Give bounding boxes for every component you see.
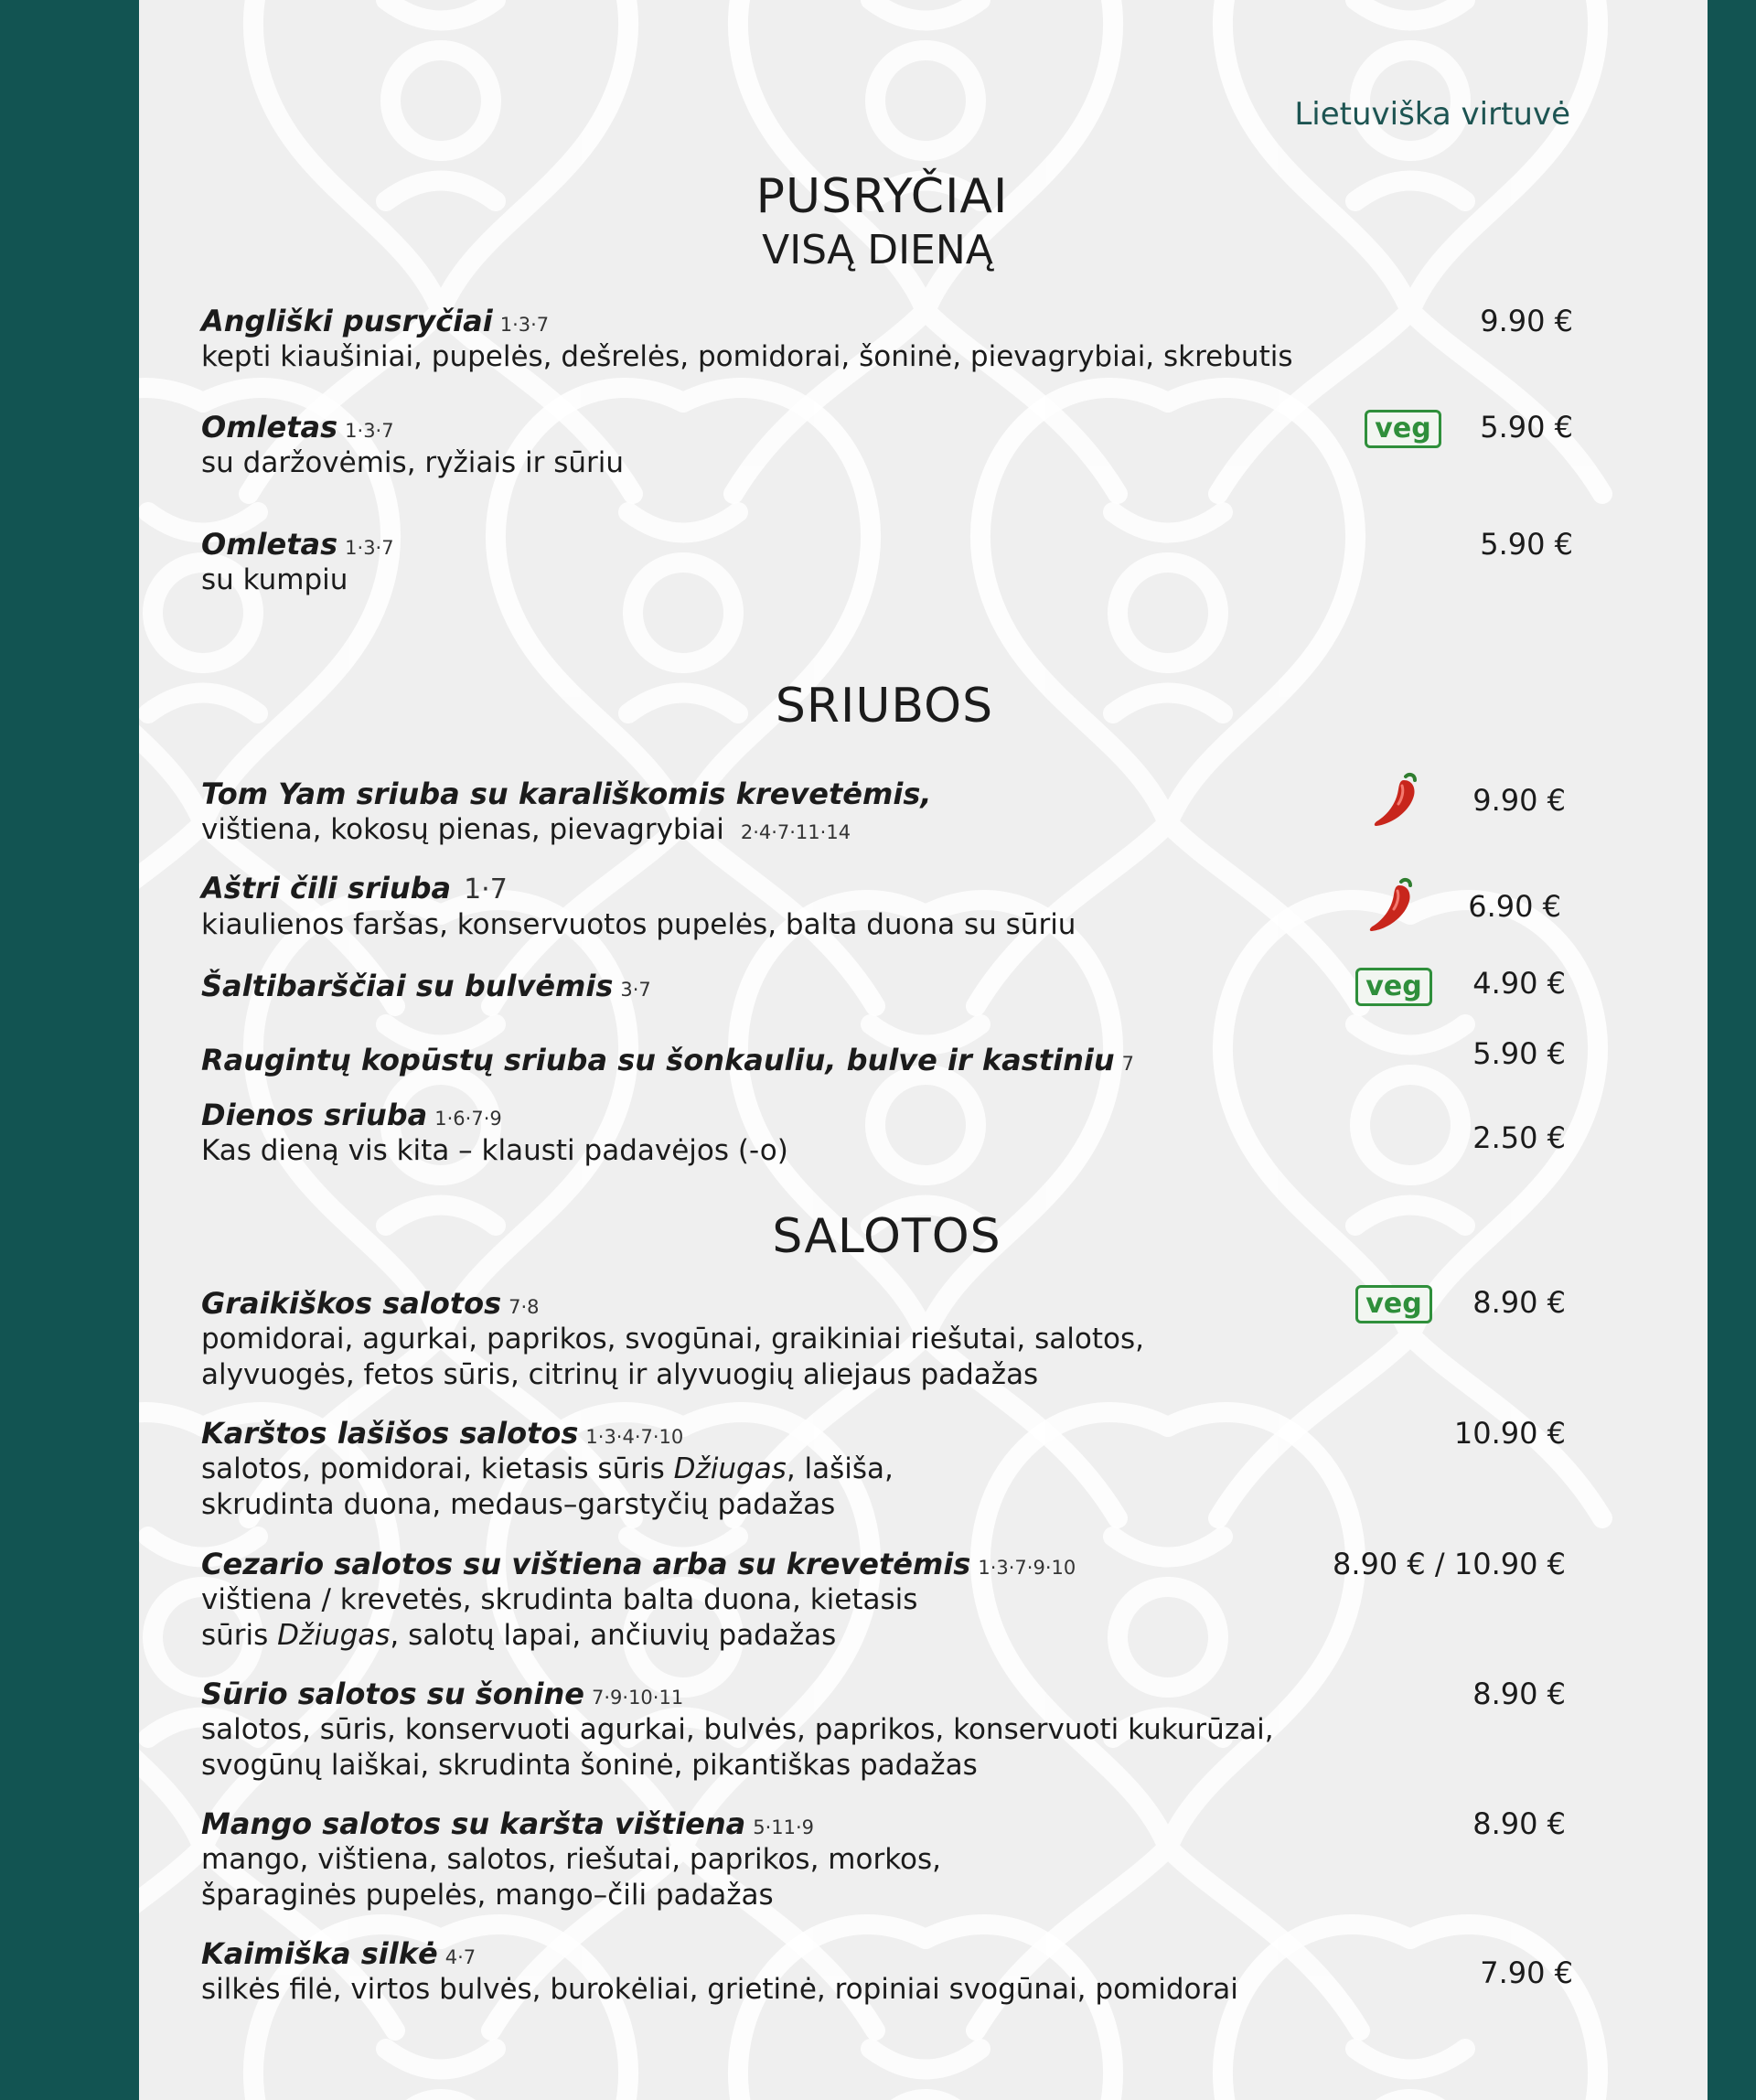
allergen-codes: 1·6·7·9 <box>434 1108 502 1130</box>
menu-item-name <box>201 304 549 338</box>
section-title-salads: SALOTOS <box>772 1209 1001 1264</box>
allergen-codes: 1·3·7 <box>499 314 550 336</box>
allergen-codes: 1·7 <box>464 873 508 905</box>
menu-item-name <box>201 1936 476 1971</box>
menu-item-name <box>201 1043 1134 1077</box>
item-name: Mango salotos su karšta vištiena <box>201 1806 746 1841</box>
item-price: 8.90 € <box>1472 1285 1566 1320</box>
item-price: 5.90 € <box>1480 410 1573 445</box>
section-title-breakfast: PUSRYČIAI <box>755 169 1009 224</box>
brand-title: Lietuviška virtuvė <box>1294 96 1570 133</box>
menu-page <box>139 0 1708 2100</box>
allergen-codes: 4·7 <box>444 1946 476 1968</box>
item-description: vištiena, kokosų pienas, pievagrybiai 2·4·7·11·14 <box>201 813 851 846</box>
item-name: Šaltibarščiai su bulvėmis <box>201 969 614 1003</box>
item-description: mango, vištiena, salotos, riešutai, paprikos, morkos, <box>201 1843 942 1876</box>
menu-item-name <box>201 969 651 1003</box>
menu-item-name <box>201 1416 683 1451</box>
menu-item-name <box>201 1547 1076 1581</box>
item-description: Kas dieną vis kita – klausti padavėjos (-o) <box>201 1134 788 1167</box>
allergen-codes: 1·3·7 <box>345 537 394 559</box>
allergen-codes: 5·11·9 <box>753 1816 815 1838</box>
item-description: sūris Džiugas, salotų lapai, ančiuvių padažas <box>201 1619 837 1652</box>
allergen-codes: 7·8 <box>509 1296 540 1318</box>
item-description: su kumpiu <box>201 563 348 596</box>
allergen-codes: 2·4·7·11·14 <box>740 821 851 843</box>
item-price: 6.90 € <box>1468 889 1561 924</box>
damask-motif <box>733 1924 1118 2100</box>
menu-item-name <box>201 527 394 562</box>
item-description: pomidorai, agurkai, paprikos, svogūnai, graikiniai riešutai, salotos, <box>201 1323 1144 1355</box>
vegetarian-badge: veg <box>1365 410 1441 448</box>
spicy-chili-icon <box>1365 876 1419 935</box>
item-description: kiaulienos faršas, konservuotos pupelės, balta duona su sūriu <box>201 908 1076 941</box>
allergen-codes: 1·3·4·7·10 <box>585 1426 684 1448</box>
vegetarian-badge: veg <box>1355 1285 1432 1323</box>
item-description: šparaginės pupelės, mango–čili padažas <box>201 1879 774 1912</box>
item-price: 2.50 € <box>1472 1120 1566 1155</box>
item-description: skrudinta duona, medaus–garstyčių padažas <box>201 1488 836 1521</box>
item-price: 4.90 € <box>1472 966 1566 1001</box>
vegetarian-badge: veg <box>1355 968 1432 1006</box>
item-price: 7.90 € <box>1480 1955 1573 1990</box>
item-name: Tom Yam sriuba su karališkomis krevetėmis <box>201 777 921 811</box>
item-price: 10.90 € <box>1453 1416 1566 1451</box>
item-name: Kaimiška silkė <box>201 1936 438 1971</box>
item-description: alyvuogės, fetos sūris, citrinų ir alyvuogių aliejaus padažas <box>201 1358 1039 1391</box>
menu-item-name <box>201 1806 814 1841</box>
item-price: 8.90 € <box>1472 1677 1566 1711</box>
allergen-codes: 7 <box>1121 1053 1134 1075</box>
menu-item-name: Tom Yam sriuba su karališkomis krevetėmis, <box>201 777 932 811</box>
section-subtitle-breakfast: VISĄ DIENĄ <box>762 227 993 273</box>
damask-motif <box>1218 1924 1602 2100</box>
item-name: Sūrio salotos su šonine <box>201 1677 584 1711</box>
item-description: salotos, pomidorai, kietasis sūris Džiugas, lašiša, <box>201 1452 894 1485</box>
item-price: 9.90 € <box>1472 783 1566 818</box>
menu-item-name <box>201 871 508 905</box>
allergen-codes: 7·9·10·11 <box>592 1687 684 1709</box>
item-name: Aštri čili sriuba <box>201 871 452 905</box>
item-description: svogūnų laiškai, skrudinta šoninė, pikantiškas padažas <box>201 1749 978 1782</box>
item-price: 8.90 € / 10.90 € <box>1332 1547 1566 1581</box>
item-price: 5.90 € <box>1472 1036 1566 1071</box>
section-title-soups: SRIUBOS <box>775 679 994 734</box>
item-name: Raugintų kopūstų sriuba su šonkauliu, bulve ir kastiniu <box>201 1043 1115 1077</box>
item-description: vištiena / krevetės, skrudinta balta duona, kietasis <box>201 1583 918 1616</box>
item-name: Cezario salotos su vištiena arba su krevetėmis <box>201 1547 971 1581</box>
allergen-codes: 1·3·7 <box>345 420 394 442</box>
menu-item-name <box>201 1098 502 1132</box>
item-price: 8.90 € <box>1472 1806 1566 1841</box>
item-price: 9.90 € <box>1480 304 1573 338</box>
item-name: Omletas <box>201 527 338 562</box>
spicy-chili-icon <box>1369 771 1424 830</box>
item-description: su daržovėmis, ryžiais ir sūriu <box>201 446 625 479</box>
item-price: 5.90 € <box>1480 527 1573 562</box>
item-name: Dienos sriuba <box>201 1098 428 1132</box>
menu-item-name <box>201 410 394 445</box>
item-name: Omletas <box>201 410 338 445</box>
item-description: kepti kiaušiniai, pupelės, dešrelės, pomidorai, šoninė, pievagrybiai, skrebutis <box>201 340 1293 373</box>
item-name: Karštos lašišos salotos <box>201 1416 579 1451</box>
item-description: salotos, sūris, konservuoti agurkai, bulvės, paprikos, konservuoti kukurūzai, <box>201 1713 1274 1746</box>
menu-item-name <box>201 1286 540 1321</box>
allergen-codes: 3·7 <box>620 979 651 1001</box>
item-description: silkės filė, virtos bulvės, burokėliai, grietinė, ropiniai svogūnai, pomidorai <box>201 1973 1238 2006</box>
item-name: Graikiškos salotos <box>201 1286 502 1321</box>
menu-item-name <box>201 1677 683 1711</box>
item-name: Angliški pusryčiai <box>201 304 493 338</box>
allergen-codes: 1·3·7·9·10 <box>978 1557 1076 1579</box>
